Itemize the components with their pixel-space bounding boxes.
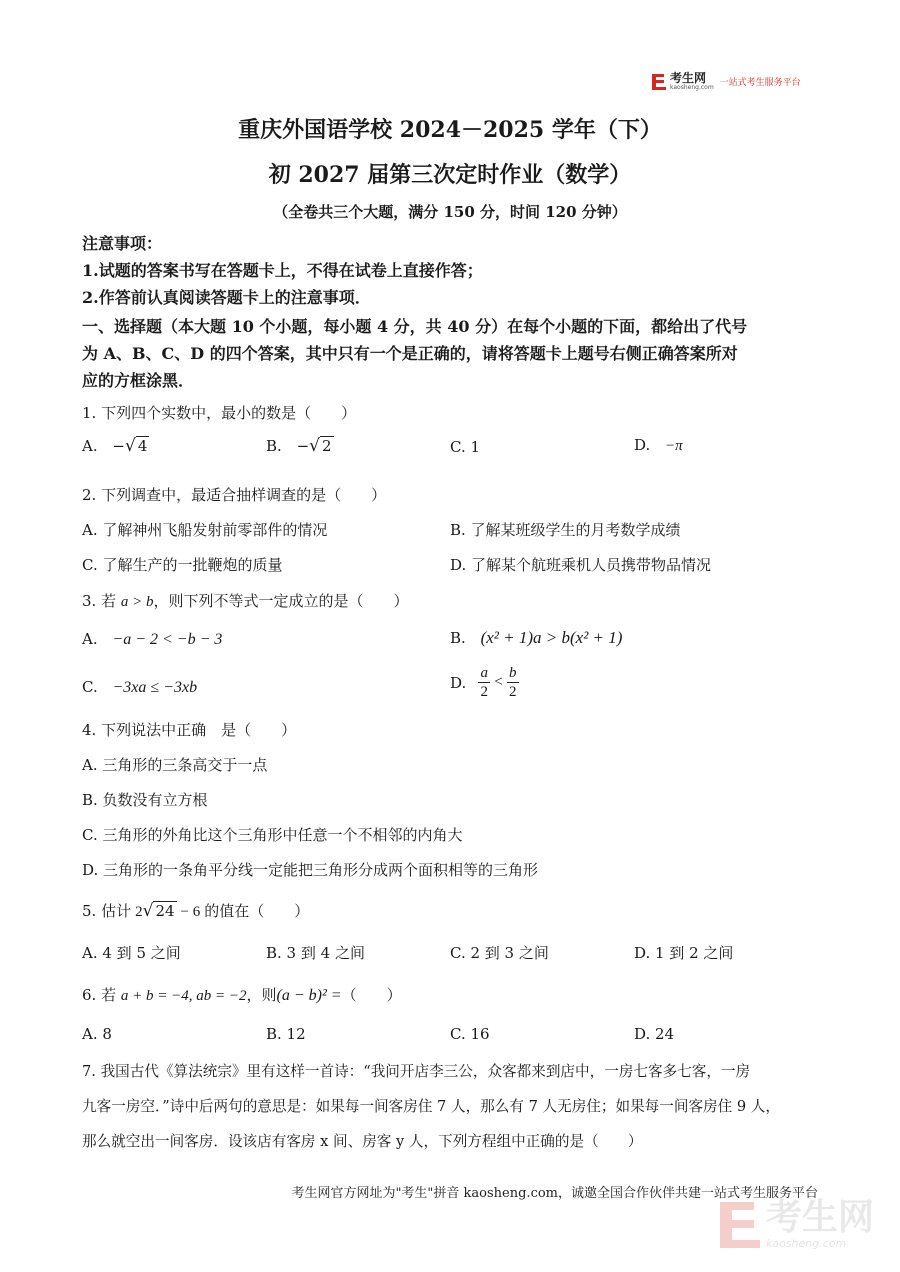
q6-option-a: A. 8 [82, 1025, 112, 1043]
option-operator: < [494, 674, 503, 690]
option-label: A. [82, 437, 98, 455]
note-item: 2.作答前认真阅读答题卡上的注意事项． [82, 288, 371, 307]
stem-text: （ ） [341, 986, 402, 1004]
section1-line: 为 A、B、C、D 的四个答案，其中只有一个是正确的，请将答题卡上题号右侧正确答案所对 [82, 344, 738, 363]
question-stem: 2. 下列调查中，最适合抽样调查的是（ ） [82, 486, 387, 504]
note-item: 1.试题的答案书写在答题卡上，不得在试卷上直接作答； [82, 261, 483, 280]
watermark-name: 考生网 [765, 1197, 874, 1238]
q2-option-d: D. 了解某个航班乘机人员携带物品情况 [450, 556, 712, 574]
watermark [720, 1199, 874, 1250]
brand-logo [652, 72, 801, 91]
option-label: B. [266, 437, 282, 455]
stem-text: ，则 [246, 986, 277, 1004]
stem-text: ，则下列不等式一定成立的是（ ） [153, 592, 409, 610]
section1-line: 应的方框涂黑． [82, 371, 195, 390]
stem-math: − 6 [180, 904, 201, 920]
q1-option-c: C. 1 [450, 438, 481, 456]
option-label: B. [450, 629, 466, 647]
question-stem [82, 590, 409, 611]
question-stem [82, 900, 309, 921]
stem-math: a + b = −4, ab = −2 [120, 988, 247, 1004]
question-stem: 4. 下列说法中正确 是（ ） [82, 721, 297, 739]
watermark-logo-icon [720, 1202, 760, 1248]
option-radicand: 2 [322, 437, 332, 455]
option-label: C. [82, 678, 98, 696]
q5-option-a: A. 4 到 5 之间 [82, 944, 181, 962]
q6-option-d: D. 24 [634, 1025, 675, 1043]
q3-option-a [82, 630, 222, 649]
fraction-denominator: 2 [480, 684, 489, 700]
stem-radicand: 24 [155, 902, 175, 920]
fraction-numerator: a [480, 665, 489, 681]
q2-option-a: A. 了解神州飞船发射前零部件的情况 [82, 521, 328, 539]
q2-option-c: C. 了解生产的一批鞭炮的质量 [82, 556, 283, 574]
q3-option-d [450, 664, 519, 701]
exam-subtitle: （全卷共三个大题，满分 150 分，时间 120 分钟） [273, 203, 627, 221]
question-stem [82, 984, 402, 1005]
fraction [507, 664, 519, 701]
fraction-denominator: 2 [508, 684, 517, 700]
q1-option-b [266, 436, 334, 456]
stem-math: a > b [120, 594, 154, 610]
q5-option-b: B. 3 到 4 之间 [266, 944, 365, 962]
question-stem-line: 那么就空出一间客房．设该店有客房 x 间、房客 y 人，下列方程组中正确的是（ ） [82, 1133, 643, 1150]
radical-sign: √ [309, 436, 320, 456]
q1-option-a [82, 436, 149, 456]
q5-option-c: C. 2 到 3 之间 [450, 944, 549, 962]
q4-option-c: C. 三角形的外角比这个三角形中任意一个不相邻的内角大 [82, 826, 463, 844]
option-radicand: 4 [137, 437, 148, 455]
brand-name: 考生网 [670, 71, 707, 85]
page-footer: 考生网官方网址为"考生"拼音 kaosheng.com，诚邀全国合作伙伴共建一站式考生服务平台 [291, 1186, 818, 1201]
option-math: −a − 2 < −b − 3 [112, 631, 223, 648]
option-label: A. [82, 630, 98, 648]
option-math: −π [665, 438, 683, 454]
brand-logo-icon [652, 74, 666, 90]
q4-option-a: A. 三角形的三条高交于一点 [82, 756, 268, 774]
q4-option-d: D. 三角形的一条角平分线一定能把三角形分成两个面积相等的三角形 [82, 861, 539, 879]
option-math: −3xa ≤ −3xb [112, 679, 198, 696]
q5-option-d: D. 1 到 2 之间 [634, 944, 734, 962]
option-label: D. [450, 673, 467, 692]
brand-slogan: 一站式考生服务平台 [719, 78, 801, 88]
stem-text: 5. 估计 [82, 902, 132, 920]
option-minus: − [296, 437, 310, 455]
option-minus: − [112, 437, 125, 455]
section1-line: 一、选择题（本大题 10 个小题，每小题 4 分，共 40 分）在每个小题的下面，都给出了代号 [82, 317, 748, 336]
question-stem: 1. 下列四个实数中，最小的数是（ ） [82, 404, 357, 422]
exam-title-line1: 重庆外国语学校 2024－2025 学年（下） [238, 117, 662, 143]
q2-option-b: B. 了解某班级学生的月考数学成绩 [450, 521, 681, 539]
stem-text: 3. 若 [82, 592, 117, 610]
stem-text: 6. 若 [82, 986, 117, 1004]
stem-coefficient: 2 [135, 904, 143, 920]
exam-title-line2: 初 2027 届第三次定时作业（数学） [268, 162, 632, 188]
q1-option-d [634, 436, 683, 455]
q6-option-b: B. 12 [266, 1025, 306, 1043]
radical-sign: √ [142, 901, 154, 921]
option-label: D. [634, 436, 651, 454]
q3-option-b [450, 628, 622, 648]
fraction [478, 664, 490, 701]
q6-option-c: C. 16 [450, 1025, 490, 1043]
stem-math: (a − b)² = [276, 987, 342, 1004]
q4-option-b: B. 负数没有立方根 [82, 791, 208, 809]
question-stem-line: 九客一房空．”诗中后两句的意思是：如果每一间客房住 7 人，那么有 7 人无房住；如果每一间客房住 9 人， [82, 1098, 780, 1115]
question-stem-line: 7. 我国古代《算法统宗》里有这样一首诗：“我问开店李三公，众客都来到店中，一房七客多七客，一房 [82, 1063, 751, 1080]
stem-text: 的值在（ ） [204, 902, 310, 920]
brand-domain: kaosheng.com [670, 84, 714, 91]
watermark-domain: kaosheng.com [765, 1237, 847, 1250]
option-math: (x² + 1)a > b(x² + 1) [480, 628, 623, 647]
radical-sign: √ [124, 436, 136, 456]
notes-heading: 注意事项： [82, 234, 163, 253]
fraction-numerator: b [508, 665, 517, 681]
q3-option-c [82, 678, 197, 697]
